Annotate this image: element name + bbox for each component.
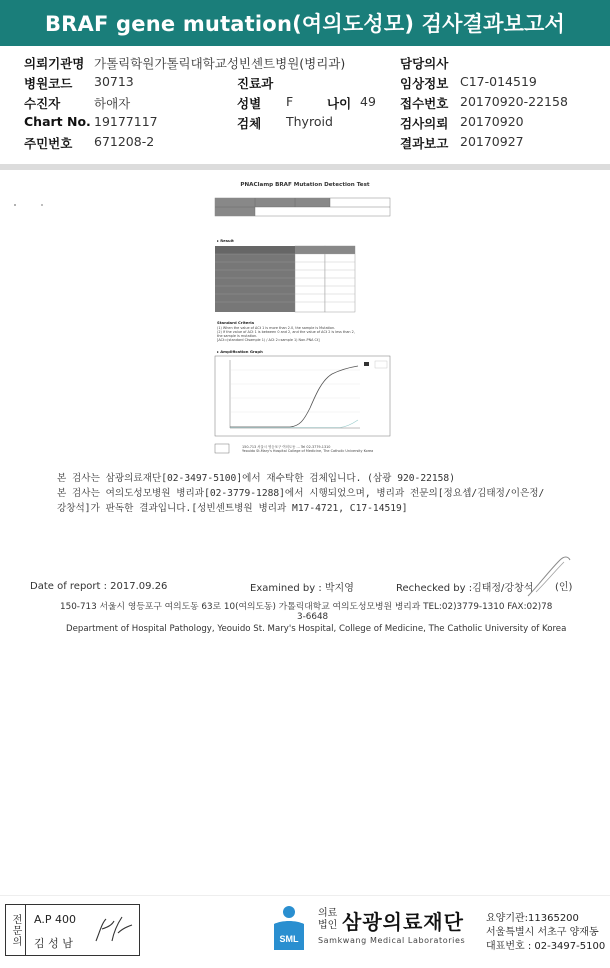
receipt-label: 접수번호 (400, 96, 449, 111)
org-type-label: 의료 (318, 908, 338, 919)
sheet-criteria-line: (1) When the value of ΔCt 1 is more than 2.0, the sample is Mutation. (217, 326, 336, 330)
resident-value: 671208-2 (94, 134, 155, 149)
age-label: 나이 (327, 96, 352, 111)
stamp-name: 김 성 남 (34, 937, 73, 950)
stamp-ap-number: A.P 400 (34, 913, 76, 926)
seal-text: (인) (555, 582, 573, 593)
result-report-label: 결과보고 (400, 136, 449, 151)
clinical-info-value: C17-014519 (460, 74, 537, 89)
org-type-label: 법인 (318, 920, 338, 931)
specimen-value: Thyroid (286, 114, 333, 129)
care-code: 요양기관:11365200 (486, 913, 579, 924)
test-request-label: 검사의뢰 (400, 116, 449, 131)
chart-label: Chart No. (24, 114, 91, 129)
department-label: 진료과 (237, 76, 274, 91)
examined-by: Examined by : 박지영 (250, 583, 354, 594)
sheet-result-heading: ▸ Result (217, 238, 234, 243)
scan-speck (41, 204, 43, 206)
sheet-graphics (200, 180, 410, 456)
signature-stroke (524, 552, 574, 602)
sex-label: 성별 (237, 96, 262, 111)
info-row-4 (0, 114, 610, 134)
specimen-label: 검체 (237, 116, 262, 131)
specialist-stamp (5, 904, 140, 956)
receipt-value: 20170920-22158 (460, 94, 568, 109)
sheet-criteria-line: (2) If the value of ΔCt 1 is between 0 and 2, and the value of ΔCt 2 is less than 2, (217, 330, 355, 334)
pnaclamp-report-sheet (200, 180, 410, 456)
chart-value: 19177117 (94, 114, 158, 129)
org-address: 서울특별시 서초구 양재동 (486, 927, 599, 938)
patient-info-panel (0, 46, 610, 164)
org-name: 삼광의료재단 (342, 910, 464, 934)
sheet-criteria-heading: Standard Criteria (217, 320, 255, 325)
institution-label: 의뢰기관명 (24, 56, 85, 71)
info-row-3 (0, 94, 610, 114)
org-english-name: Samkwang Medical Laboratories (318, 936, 466, 945)
result-report-value: 20170927 (460, 134, 524, 149)
report-title-bar (0, 0, 610, 46)
info-row-5 (0, 134, 610, 154)
footer (0, 895, 610, 968)
test-request-value: 20170920 (460, 114, 524, 129)
attending-label: 담당의사 (400, 56, 449, 71)
department-line: Department of Hospital Pathology, Yeouido St. Mary's Hospital, College of Medicine, The Catholic University of Korea (66, 624, 567, 634)
clinical-info-label: 임상정보 (400, 76, 449, 91)
hospital-code-label: 병원코드 (24, 76, 73, 91)
report-title: BRAF gene mutation(여의도성모) 검사결과보고서 (44, 12, 566, 36)
org-phone: 대표번호 : 02-3497-5100 (486, 941, 606, 952)
institution-value: 가톨릭학원가톨릭대학교성빈센트병원(병리과) (94, 56, 346, 71)
scan-speck (14, 204, 16, 206)
sheet-footer-line: Yeouido St.Mary's Hospital College of Medicine, The Catholic University Korea (242, 449, 374, 453)
scanned-report (0, 170, 610, 895)
sheet-title: PNAClamp BRAF Mutation Detection Test (240, 182, 370, 188)
age-value: 49 (360, 94, 376, 109)
address-line: 3-6648 (297, 612, 329, 622)
sex-value: F (286, 94, 294, 109)
remark-line: 본 검사는 삼광의료재단[02-3497-5100]에서 재수탁한 검체입니다. (삼광 920-22158) (57, 473, 455, 484)
patient-label: 수진자 (24, 96, 61, 111)
info-row-2 (0, 74, 610, 94)
address-line: 150-713 서울시 영등포구 여의도동 63로 10(여의도동) 가톨릭대학교 여의도성모병원 병리과 TEL:02)3779-1310 FAX:02)78 (60, 602, 553, 612)
sheet-criteria-line: [ΔCt=(standard Ctsample 1) / ΔCt 2=sample 1) Non-PNA Ct] (217, 338, 320, 342)
hospital-code-value: 30713 (94, 74, 134, 89)
stamp-side-label: 전문의 (6, 905, 26, 955)
sheet-criteria-line: the sample is mutation. (217, 334, 258, 338)
remark-line: 본 검사는 여의도성모병원 병리과[02-3779-1288]에서 시행되었으며, 병리과 전문의[정요셉/김태정/이은정/ (57, 488, 545, 499)
patient-value: 하애자 (94, 96, 131, 111)
remark-line: 강창석]가 판독한 결과입니다.[성빈센트병원 병리과 M17-4721, C17-14519] (57, 503, 408, 514)
date-of-report: Date of report : 2017.09.26 (30, 581, 168, 592)
info-row-1 (0, 54, 610, 74)
sheet-footer-line: 150-713 서울시 영등포구 여의도동 ... Tel 02-3779-1310 (242, 445, 331, 449)
sml-logo-icon (270, 904, 308, 952)
rechecked-by: Rechecked by :김태정/강창석 (396, 583, 534, 594)
stamp-signature (92, 911, 136, 951)
logo-text: SML (279, 934, 299, 944)
sheet-amp-heading: ▸ Amplification Graph (217, 349, 263, 354)
resident-label: 주민번호 (24, 136, 73, 151)
